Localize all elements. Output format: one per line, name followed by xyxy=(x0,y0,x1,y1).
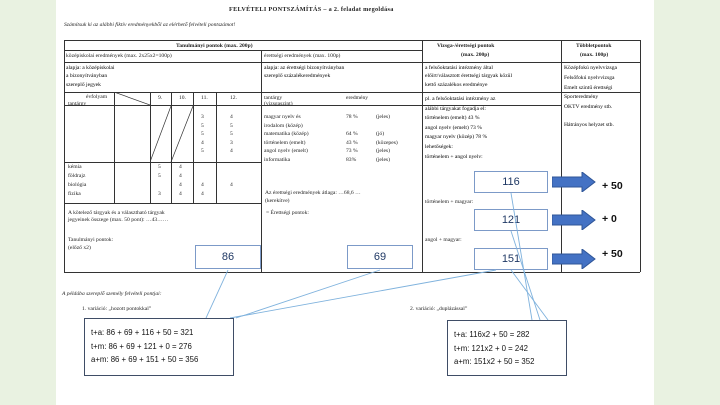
matura-result-grade: (jeles) xyxy=(376,148,390,155)
col1-header: középiskolai eredmények (max. 2x25x2=100p) xyxy=(66,53,172,59)
calc-1-row: t+m: 86 + 69 + 121 + 0 = 276 xyxy=(91,341,192,351)
col3-description: a felsőoktatási intézmény által előírt/választott érettségi tárgyak közül kettő százalékos eredménye xyxy=(425,65,513,88)
col2-header: érettségi eredmények (max. 100p) xyxy=(264,53,341,59)
col2-subject-header-level: (vizsgaszint) xyxy=(264,101,293,107)
col2-footer-matura-points: = Érettségi pontok: xyxy=(266,210,309,216)
col2-subject-header: tantárgy xyxy=(264,95,283,101)
grade-value: 4 xyxy=(179,182,182,188)
variant-2-label: 2. variáció: „duplázással” xyxy=(410,306,468,312)
variant-1-calculation xyxy=(84,318,234,376)
calc-2-row: t+a: 116x2 + 50 = 282 xyxy=(454,330,530,339)
study-points-header: Tanulmányi pontok (max. 200p) xyxy=(176,43,253,49)
matura-points-value: 69 xyxy=(347,245,413,269)
grade-value: 4 xyxy=(230,182,233,188)
option-history-hungarian: történelem + magyar: xyxy=(425,199,474,205)
calc-1-row: a+m: 86 + 69 + 151 + 50 = 356 xyxy=(91,355,199,364)
exam-points-header: Vizsga-/érettségi pontok xyxy=(437,43,495,49)
grade-10-header: 10. xyxy=(179,95,186,101)
grade-value: 5 xyxy=(158,164,161,170)
grade-value: 5 xyxy=(158,173,161,179)
col1-footer-study-points: Tanulmányi pontok: xyxy=(68,237,114,243)
col2-result-header: eredmény xyxy=(346,95,369,101)
matura-subject-name: matematika (közép) xyxy=(264,131,309,138)
study-points-value: 86 xyxy=(195,245,261,269)
matura-result-value: 64 % xyxy=(346,131,358,138)
grade-value: 5 xyxy=(201,122,204,129)
option-english-hungarian: angol + magyar: xyxy=(425,237,462,243)
grade-value: 4 xyxy=(179,191,182,197)
option-b-value: 121 xyxy=(474,209,548,231)
matura-result-value: 78 % xyxy=(346,114,358,120)
col2-footer-average: Az érettségi eredmények átlaga: …68,6 … xyxy=(265,190,361,196)
grade-value: 5 xyxy=(201,148,204,155)
matura-result-value: 83% xyxy=(346,157,357,163)
grade-subject-name: fizika xyxy=(68,191,81,197)
document-page xyxy=(56,0,654,405)
matura-subject-name: történelem (emelt) xyxy=(264,139,306,146)
option-c-value: 151 xyxy=(474,248,548,270)
col2-description: alapja: az érettségi bizonyítványban szereplő százalékeredmények xyxy=(264,65,345,80)
col1-footer-sum-value: jegyeinek összege (max. 50 pont): …43…… xyxy=(68,217,169,223)
bonus-c: + 50 xyxy=(602,248,623,260)
matura-result-grade: (jeles) xyxy=(376,157,390,163)
exam-points-subheader: (max. 200p) xyxy=(461,52,490,58)
matura-subject-name: irodalom (közép) xyxy=(264,122,303,129)
col3-options: pl. a felsőoktatási intézmény az alábbi tárgyakat fogadja el: történelem (emelt) 43 % angol nyelv (emelt) 73 % magyar nyelv (közép) 78 % lehetőségek: történelem + angol nyelv: xyxy=(425,96,496,160)
grade-9-header: 9. xyxy=(158,95,163,101)
matura-result-grade: (jó) xyxy=(376,131,385,138)
grade-value: 3 xyxy=(201,114,204,120)
grade-value: 5 xyxy=(230,122,233,129)
grade-value: 5 xyxy=(201,131,204,138)
grade-value: 4 xyxy=(179,173,182,179)
col2-footer-rounded: (kerekítve) xyxy=(265,198,290,204)
grade-value: 4 xyxy=(201,182,204,188)
variant-1-label: 1. variáció: „hozott pontokkal” xyxy=(82,306,152,312)
col4-description: Középfokú nyelvvizsga Felsőfokú nyelvvizsga Emelt szintű érettségi Sporteredmény OKTV eredmény stb. Hátrányos helyzet stb. xyxy=(564,65,617,128)
matura-result-grade: (jeles) xyxy=(376,114,390,120)
grade-value: 5 xyxy=(230,131,233,138)
bonus-b: + 0 xyxy=(602,213,617,225)
col1-description: alapja: a középiskolai a bizonyítványban szereplő jegyek xyxy=(66,65,115,88)
bottom-question: A példába szereplő személy felvételi pontjai: xyxy=(62,291,162,297)
matura-result-value: 73 % xyxy=(346,148,358,155)
col1-footer-sum: A kötelező tárgyak és a választható tárgyak xyxy=(68,210,165,216)
document-subtitle: Számítsuk ki az alábbi fiktív eredményekből az elérhető felvételi pontszámot! xyxy=(64,22,236,28)
grade-value: 3 xyxy=(230,139,233,146)
matura-result-grade: (közepes) xyxy=(376,139,398,146)
subject-header: tantárgy xyxy=(68,101,87,107)
grade-value: 4 xyxy=(230,114,233,120)
bonus-a: + 50 xyxy=(602,180,623,192)
document-title: FELVÉTELI PONTSZÁMÍTÁS – a 2. feladat megoldása xyxy=(229,6,394,13)
variant-2-calculation xyxy=(447,320,567,376)
grade-11-header: 11. xyxy=(201,95,208,101)
option-a-value: 116 xyxy=(474,171,548,193)
grade-value: 4 xyxy=(201,191,204,197)
grade-value: 4 xyxy=(230,148,233,155)
grade-subject-name: kémia xyxy=(68,164,82,170)
calc-1-row: t+a: 86 + 69 + 116 + 50 = 321 xyxy=(91,328,194,337)
grade-value: 4 xyxy=(179,164,182,170)
extra-points-header: Többletpontok xyxy=(576,43,612,49)
calc-2-row: t+m: 121x2 + 0 = 242 xyxy=(454,343,528,353)
grade-subject-name: biológia xyxy=(68,182,87,188)
grade-year-header: évfolyam xyxy=(86,94,108,100)
matura-subject-name: informatika xyxy=(264,157,291,163)
calc-2-row: a+m: 151x2 + 50 = 352 xyxy=(454,357,535,366)
grade-subject-name: földrajz xyxy=(68,173,86,179)
matura-subject-name: magyar nyelv és xyxy=(264,114,301,120)
extra-points-subheader: (max. 100p) xyxy=(580,52,609,58)
grade-value: 3 xyxy=(158,191,161,197)
matura-subject-name: angol nyelv (emelt) xyxy=(264,148,308,155)
col1-footer-multiplier: (előző x2) xyxy=(68,245,91,251)
grade-12-header: 12. xyxy=(230,95,237,101)
matura-result-value: 43 % xyxy=(346,139,358,146)
grade-value: 4 xyxy=(201,139,204,146)
